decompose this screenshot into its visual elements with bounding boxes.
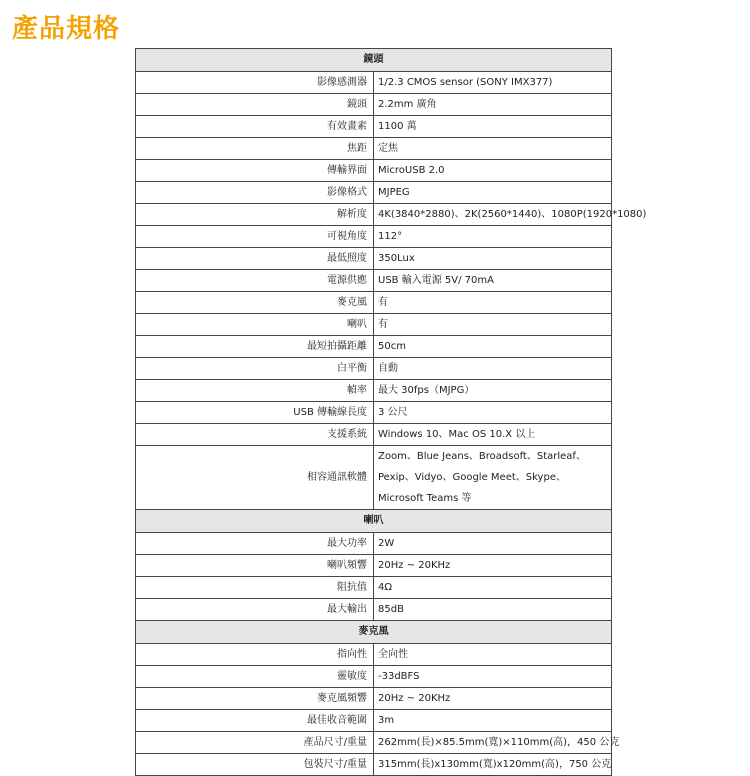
spec-value: 4Ω [374,577,612,599]
spec-row [136,446,612,510]
spec-row [136,94,612,116]
spec-value: 2.2mm 廣角 [374,94,612,116]
spec-row [136,424,612,446]
spec-label: 有效畫素 [136,116,374,138]
spec-row [136,710,612,732]
spec-label: 麥克風頻響 [136,688,374,710]
spec-row [136,688,612,710]
spec-row [136,402,612,424]
spec-row [136,555,612,577]
spec-row [136,248,612,270]
spec-value: MicroUSB 2.0 [374,160,612,182]
spec-label: 指向性 [136,644,374,666]
spec-value: 2W [374,533,612,555]
spec-table [135,48,647,776]
spec-row [136,732,612,754]
spec-value: 20Hz ~ 20KHz [374,688,612,710]
spec-label: 鏡頭 [136,94,374,116]
section-title: 喇叭 [136,510,612,533]
spec-label: 喇叭 [136,314,374,336]
spec-row [136,599,612,621]
spec-label: 喇叭頻響 [136,555,374,577]
spec-label: 可視角度 [136,226,374,248]
spec-label: 產品尺寸/重量 [136,732,374,754]
spec-row [136,336,612,358]
spec-value: 全向性 [374,644,612,666]
spec-label: 相容通訊軟體 [136,446,374,510]
section-header-lens [136,49,612,72]
spec-label: 阻抗值 [136,577,374,599]
spec-row [136,577,612,599]
section-title: 鏡頭 [136,49,612,72]
spec-label: 影像格式 [136,182,374,204]
spec-label: USB 傳輸線長度 [136,402,374,424]
spec-row [136,314,612,336]
section-header-mic [136,621,612,644]
spec-row [136,182,612,204]
spec-value: 4K(3840*2880)、2K(2560*1440)、1080P(1920*1080) [374,204,612,226]
spec-value: 85dB [374,599,612,621]
section-header-speaker [136,510,612,533]
spec-row [136,116,612,138]
spec-row [136,533,612,555]
spec-row [136,204,612,226]
spec-value: 20Hz ~ 20KHz [374,555,612,577]
spec-row [136,270,612,292]
section-title: 麥克風 [136,621,612,644]
spec-value: 315mm(長)x130mm(寬)x120mm(高)，750 公克 [374,754,612,776]
spec-value: 112° [374,226,612,248]
spec-label: 電源供應 [136,270,374,292]
spec-row [136,666,612,688]
spec-value: MJPEG [374,182,612,204]
spec-label: 傳輸界面 [136,160,374,182]
spec-value: USB 輸入電源 5V/ 70mA [374,270,612,292]
spec-value: 350Lux [374,248,612,270]
spec-value: 50cm [374,336,612,358]
spec-value: 有 [374,292,612,314]
spec-value: 自動 [374,358,612,380]
spec-row [136,72,612,94]
spec-label: 最低照度 [136,248,374,270]
spec-label: 最佳收音範圍 [136,710,374,732]
spec-value: Zoom、Blue Jeans、Broadsoft、Starleaf、Pexip、Vidyo、Google Meet、Skype、Microsoft Teams 等 [374,446,612,510]
spec-value: -33dBFS [374,666,612,688]
spec-value: 3 公尺 [374,402,612,424]
spec-row [136,754,612,776]
spec-label: 麥克風 [136,292,374,314]
spec-value: Windows 10、Mac OS 10.X 以上 [374,424,612,446]
spec-label: 幀率 [136,380,374,402]
page-title: 產品規格 [12,14,121,44]
spec-row [136,226,612,248]
spec-label: 最大功率 [136,533,374,555]
spec-label: 包裝尺寸/重量 [136,754,374,776]
spec-label: 最大輸出 [136,599,374,621]
spec-row [136,358,612,380]
spec-label: 解析度 [136,204,374,226]
spec-label: 支援系統 [136,424,374,446]
spec-value: 262mm(長)×85.5mm(寬)×110mm(高)，450 公克 [374,732,612,754]
spec-row [136,160,612,182]
spec-label: 靈敏度 [136,666,374,688]
spec-value: 1100 萬 [374,116,612,138]
spec-label: 焦距 [136,138,374,160]
spec-value: 1/2.3 CMOS sensor (SONY IMX377) [374,72,612,94]
spec-value: 3m [374,710,612,732]
spec-value: 最大 30fps（MJPG） [374,380,612,402]
spec-row [136,292,612,314]
spec-row [136,644,612,666]
spec-label: 影像感測器 [136,72,374,94]
spec-value: 定焦 [374,138,612,160]
spec-label: 白平衡 [136,358,374,380]
spec-row [136,380,612,402]
spec-label: 最短拍攝距離 [136,336,374,358]
spec-value: 有 [374,314,612,336]
spec-row [136,138,612,160]
